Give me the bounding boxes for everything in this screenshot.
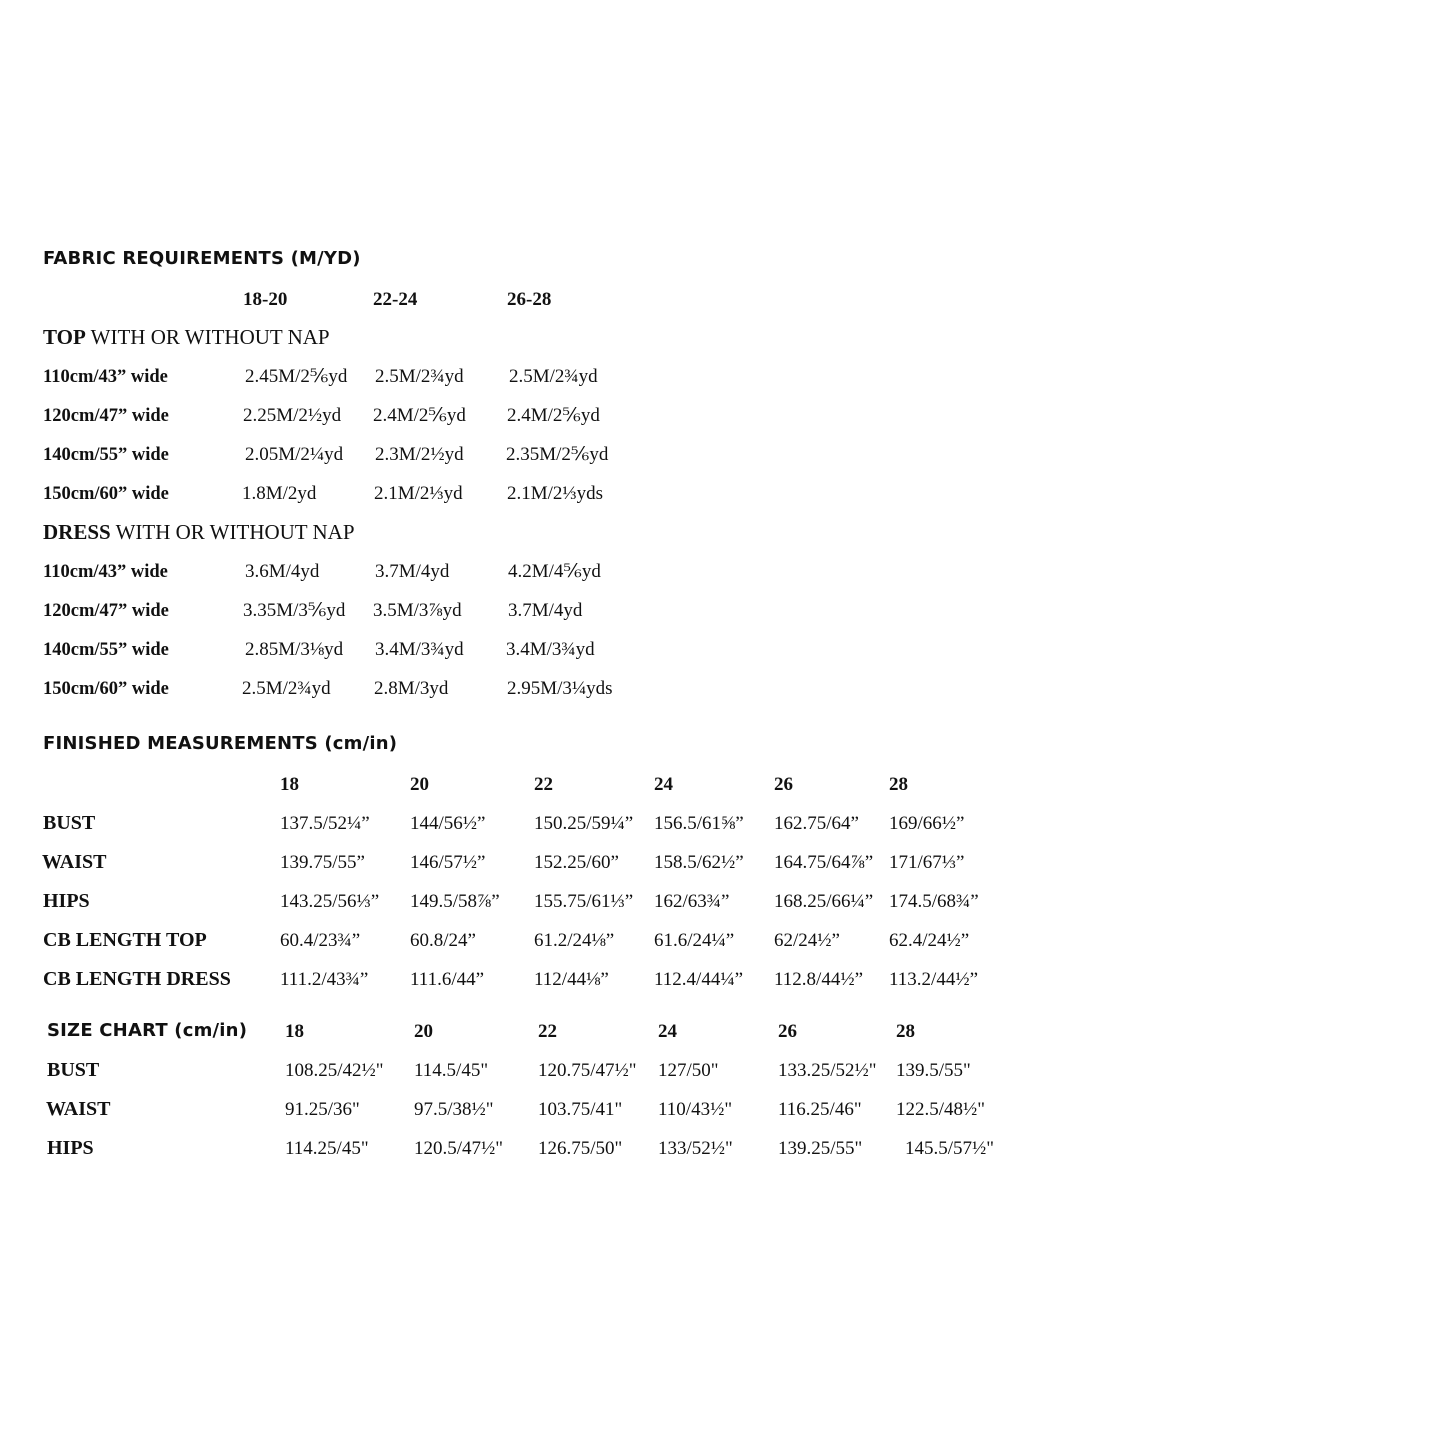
fabric-value: 2.5M/2¾yd	[509, 366, 598, 387]
fabric-value: 2.8M/3yd	[374, 678, 449, 699]
size-chart-size-header: 20	[414, 1021, 433, 1042]
finished-value: 61.2/24⅛”	[534, 930, 615, 951]
fabric-value: 3.4M/3¾yd	[506, 639, 595, 660]
finished-size-header: 22	[534, 774, 553, 795]
finished-value: 112.4/44¼”	[654, 969, 744, 990]
size-chart-value: 133/52½"	[658, 1138, 733, 1159]
size-chart-value: 122.5/48½"	[896, 1099, 986, 1120]
size-chart-row-label: WAIST	[46, 1098, 111, 1120]
size-chart-value: 139.25/55"	[778, 1138, 863, 1159]
finished-row-label: BUST	[43, 812, 96, 834]
size-chart-size-header: 28	[896, 1021, 915, 1042]
dress-title-bold: DRESS	[43, 520, 111, 544]
finished-value: 111.6/44”	[410, 969, 485, 990]
size-chart-value: 91.25/36"	[285, 1099, 360, 1120]
top-section-title	[43, 327, 330, 348]
size-chart-value: 139.5/55"	[896, 1060, 971, 1081]
top-title-rest: WITH OR WITHOUT NAP	[85, 325, 330, 349]
size-chart-value: 114.5/45"	[414, 1060, 489, 1081]
fabric-value: 2.95M/3¼yds	[507, 678, 613, 699]
fabric-value: 2.5M/2¾yd	[242, 678, 331, 699]
finished-value: 112.8/44½”	[774, 969, 864, 990]
size-chart-value: 116.25/46"	[778, 1099, 862, 1120]
size-chart-value: 97.5/38½"	[414, 1099, 494, 1120]
fabric-value: 2.3M/2½yd	[375, 444, 464, 465]
fabric-value: 3.7M/4yd	[508, 600, 583, 621]
size-chart-row-label: BUST	[47, 1059, 100, 1081]
size-chart-value: 120.5/47½"	[414, 1138, 504, 1159]
size-chart-value: 145.5/57½"	[905, 1138, 995, 1159]
size-chart-size-header: 18	[285, 1021, 304, 1042]
finished-row-label: CB LENGTH TOP	[43, 929, 207, 951]
fabric-value: 2.4M/2⅚yd	[373, 405, 466, 426]
fabric-width-label: 140cm/55” wide	[43, 445, 169, 465]
finished-value: 61.6/24¼”	[654, 930, 735, 951]
finished-row-label: CB LENGTH DRESS	[43, 968, 231, 990]
fabric-size-header: 26-28	[507, 289, 552, 310]
top-title-bold: TOP	[43, 325, 86, 349]
finished-value: 62.4/24½”	[889, 930, 970, 951]
size-chart-value: 126.75/50"	[538, 1138, 623, 1159]
finished-value: 169/66½”	[889, 813, 965, 834]
finished-value: 144/56½”	[410, 813, 486, 834]
fabric-value: 2.45M/2⅚yd	[245, 366, 348, 387]
finished-measurements-heading: FINISHED MEASUREMENTS (cm/in)	[43, 733, 398, 754]
finished-value: 60.4/23¾”	[280, 930, 361, 951]
finished-value: 146/57½”	[410, 852, 486, 873]
fabric-value: 3.6M/4yd	[245, 561, 320, 582]
finished-size-header: 18	[280, 774, 299, 795]
finished-value: 158.5/62½”	[654, 852, 744, 873]
size-chart-row-label: HIPS	[47, 1137, 94, 1159]
size-chart-value: 108.25/42½"	[285, 1060, 384, 1081]
finished-value: 62/24½”	[774, 930, 840, 951]
finished-value: 150.25/59¼”	[534, 813, 634, 834]
finished-value: 152.25/60”	[534, 852, 619, 873]
finished-size-header: 28	[889, 774, 908, 795]
fabric-width-label: 140cm/55” wide	[43, 640, 169, 660]
finished-value: 164.75/64⅞”	[774, 852, 874, 873]
size-chart-value: 114.25/45"	[285, 1138, 369, 1159]
finished-size-header: 20	[410, 774, 429, 795]
finished-value: 171/67⅓”	[889, 852, 965, 873]
fabric-value: 2.1M/2⅓yd	[374, 483, 463, 504]
fabric-size-header: 18-20	[243, 289, 288, 310]
fabric-requirements-heading: FABRIC REQUIREMENTS (M/YD)	[43, 248, 361, 269]
size-chart-value: 133.25/52½"	[778, 1060, 877, 1081]
fabric-value: 2.1M/2⅓yds	[507, 483, 604, 504]
finished-value: 155.75/61⅓”	[534, 891, 634, 912]
fabric-width-label: 110cm/43” wide	[43, 367, 168, 387]
fabric-value: 1.8M/2yd	[242, 483, 317, 504]
size-chart-size-header: 26	[778, 1021, 797, 1042]
finished-row-label: HIPS	[43, 890, 90, 912]
fabric-value: 2.35M/2⅚yd	[506, 444, 609, 465]
fabric-width-label: 150cm/60” wide	[43, 679, 169, 699]
fabric-value: 2.05M/2¼yd	[245, 444, 344, 465]
finished-value: 174.5/68¾”	[889, 891, 979, 912]
finished-value: 162.75/64”	[774, 813, 859, 834]
size-chart-value: 110/43½"	[658, 1099, 733, 1120]
size-chart-value: 127/50"	[658, 1060, 719, 1081]
fabric-value: 2.85M/3⅛yd	[245, 639, 344, 660]
fabric-size-header: 22-24	[373, 289, 418, 310]
finished-value: 112/44⅛”	[534, 969, 609, 990]
size-chart-value: 103.75/41"	[538, 1099, 623, 1120]
finished-size-header: 24	[654, 774, 673, 795]
fabric-width-label: 120cm/47” wide	[43, 406, 169, 426]
finished-value: 113.2/44½”	[889, 969, 979, 990]
size-chart-size-header: 22	[538, 1021, 557, 1042]
finished-size-header: 26	[774, 774, 793, 795]
fabric-width-label: 120cm/47” wide	[43, 601, 169, 621]
fabric-width-label: 110cm/43” wide	[43, 562, 168, 582]
fabric-width-label: 150cm/60” wide	[43, 484, 169, 504]
fabric-value: 2.5M/2¾yd	[375, 366, 464, 387]
size-chart-size-header: 24	[658, 1021, 677, 1042]
dress-section-title	[43, 522, 355, 543]
fabric-value: 2.4M/2⅚yd	[507, 405, 600, 426]
finished-value: 111.2/43¾”	[280, 969, 369, 990]
size-chart-value: 120.75/47½"	[538, 1060, 637, 1081]
finished-value: 139.75/55”	[280, 852, 365, 873]
fabric-value: 2.25M/2½yd	[243, 405, 342, 426]
dress-title-rest: WITH OR WITHOUT NAP	[110, 520, 355, 544]
finished-value: 60.8/24”	[410, 930, 476, 951]
finished-row-label: WAIST	[42, 851, 107, 873]
fabric-value: 3.7M/4yd	[375, 561, 450, 582]
finished-value: 149.5/58⅞”	[410, 891, 500, 912]
size-chart-heading: SIZE CHART (cm/in)	[47, 1020, 248, 1041]
fabric-value: 3.35M/3⅚yd	[243, 600, 346, 621]
finished-value: 162/63¾”	[654, 891, 730, 912]
finished-value: 143.25/56⅓”	[280, 891, 380, 912]
fabric-value: 3.4M/3¾yd	[375, 639, 464, 660]
fabric-value: 4.2M/4⅚yd	[508, 561, 601, 582]
finished-value: 156.5/61⅝”	[654, 813, 744, 834]
finished-value: 168.25/66¼”	[774, 891, 874, 912]
fabric-value: 3.5M/3⅞yd	[373, 600, 462, 621]
finished-value: 137.5/52¼”	[280, 813, 370, 834]
